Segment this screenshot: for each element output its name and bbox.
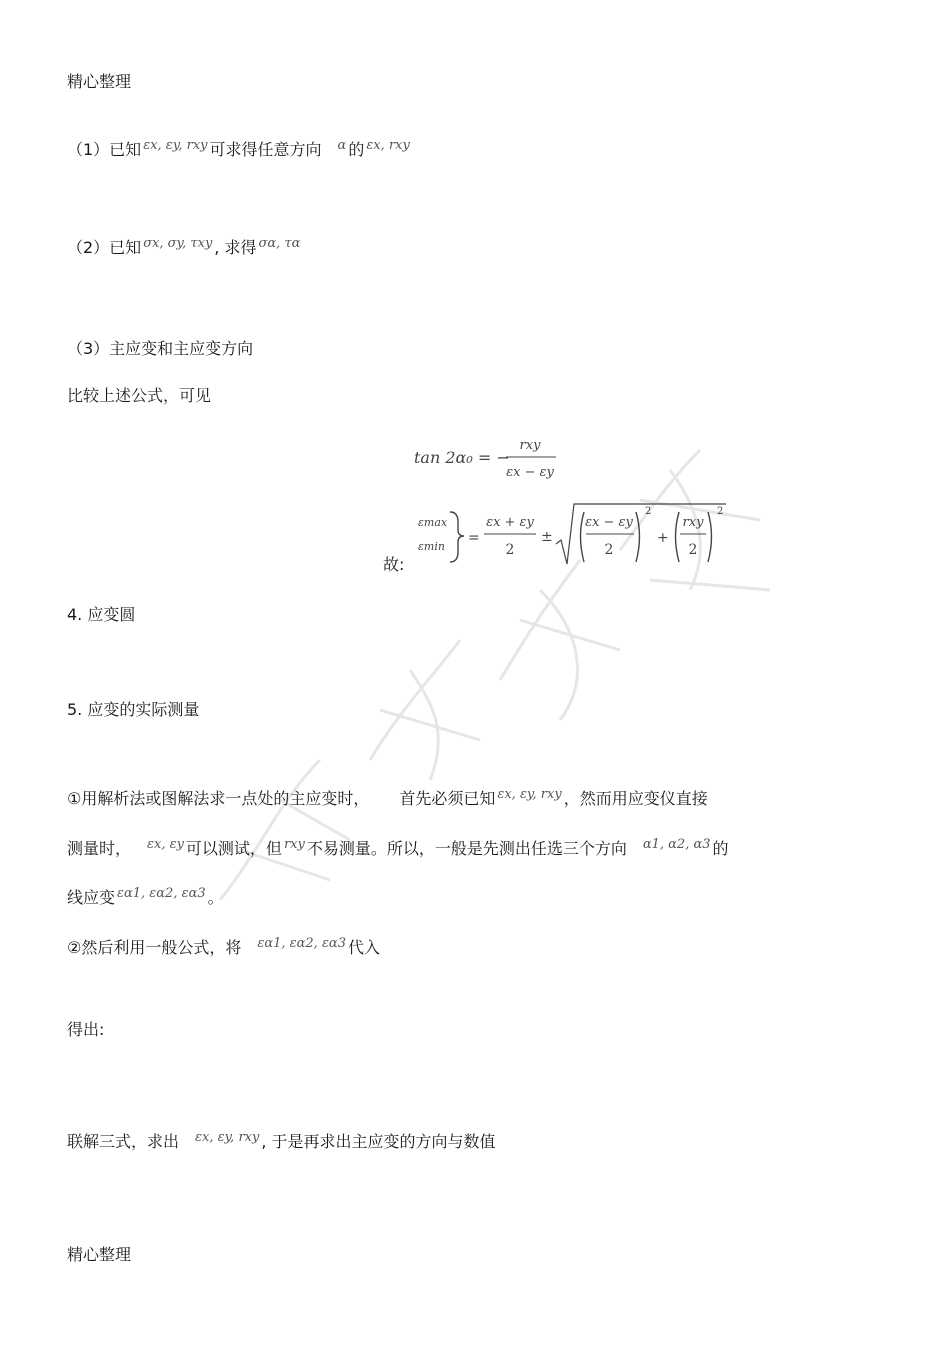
eq2-sq2: 2 — [717, 506, 724, 517]
eq2-pm: ± — [541, 529, 553, 545]
para-2-a: 测量时， — [67, 839, 132, 858]
item-1-vars: εx, εy, rxy — [143, 138, 208, 153]
item-1-of: 的 — [348, 140, 365, 159]
eq2-frac1-num: εx + εy — [486, 515, 534, 530]
eq2-sq1: 2 — [645, 506, 652, 517]
eq2-plus: + — [657, 530, 669, 546]
item-3 — [67, 339, 253, 359]
eq2-frac2-num: εx − εy — [585, 515, 633, 530]
page-footer — [67, 1245, 131, 1265]
eq2-frac3-den: 2 — [688, 542, 698, 558]
page-header — [67, 72, 131, 92]
item-1-angle: α — [337, 138, 347, 153]
item-3-text: （3）主应变和主应变方向 — [67, 339, 254, 358]
paragraph-3 — [67, 888, 224, 908]
item-1-middle: 可求得任意方向 — [209, 140, 322, 159]
paragraph-2 — [67, 839, 729, 859]
para-4-vars: εα1, εα2, εα3 — [257, 936, 346, 951]
para-2-vars1: εx, εy — [147, 837, 184, 852]
item-2-vars: σx, σy, τxy — [143, 236, 213, 251]
conclusion-b: , 于是再求出主应变的方向与数值 — [261, 1132, 496, 1151]
eq1-num: rxy — [519, 438, 541, 453]
conclusion-a: 联解三式，求出 — [67, 1132, 180, 1151]
para-2-d: 的 — [712, 839, 729, 858]
para-1-b: 首先必须已知 — [399, 789, 496, 808]
para-3-a: 线应变 — [67, 888, 116, 907]
para-2-var2: rxy — [283, 837, 305, 852]
eq2-equals: = — [468, 530, 480, 546]
paragraph-1 — [67, 789, 708, 809]
section-5 — [67, 700, 199, 720]
para-2-angles: α1, α2, α3 — [642, 837, 711, 852]
item-2-middle: , 求得 — [214, 238, 257, 257]
conclusion-vars: εx, εy, rxy — [195, 1130, 260, 1145]
derive-text: 得出: — [67, 1020, 105, 1039]
equation-principal-strain — [414, 500, 734, 574]
therefore-label — [383, 555, 404, 575]
para-4-b: 代入 — [347, 938, 380, 957]
paragraph-4 — [67, 938, 380, 958]
item-2-prefix: （2）已知 — [67, 238, 142, 257]
derive-line — [67, 1020, 104, 1040]
eq2-min: εmin — [418, 540, 445, 553]
eq2-frac1-den: 2 — [505, 542, 515, 558]
eq1-lhs: tan 2α₀ = − — [414, 448, 510, 467]
compare-text: 比较上述公式，可见 — [67, 386, 212, 405]
section-4-title: 4. 应变圆 — [67, 605, 136, 624]
eq2-frac2-den: 2 — [604, 542, 614, 558]
item-1-prefix: （1）已知 — [67, 140, 142, 159]
eq2-frac3-num: rxy — [682, 515, 704, 530]
equation-tan — [412, 432, 592, 492]
eq1-den: εx − εy — [506, 465, 554, 480]
conclusion-line — [67, 1132, 496, 1152]
footer-text: 精心整理 — [67, 1245, 132, 1264]
item-2-result: σα, τα — [258, 236, 301, 251]
section-5-title: 5. 应变的实际测量 — [67, 700, 200, 719]
para-2-b: 可以测试，但 — [185, 839, 282, 858]
eq2-max: εmax — [418, 516, 448, 529]
item-1 — [67, 140, 412, 160]
para-2-c: 不易测量。所以，一般是先测出任选三个方向 — [306, 839, 627, 858]
header-text: 精心整理 — [67, 72, 132, 91]
para-1-vars: εx, εy, rxy — [497, 787, 562, 802]
therefore-text: 故: — [383, 555, 405, 574]
compare-line — [67, 386, 211, 406]
para-1-c: ，然而用应变仪直接 — [563, 789, 708, 808]
item-1-result: εx, rxy — [366, 138, 410, 153]
para-3-b: 。 — [207, 888, 224, 907]
para-4-a: ②然后利用一般公式，将 — [67, 938, 242, 957]
item-2 — [67, 238, 302, 258]
para-1-a: ①用解析法或图解法求一点处的主应变时， — [67, 789, 370, 808]
para-3-vars: εα1, εα2, εα3 — [117, 886, 206, 901]
section-4 — [67, 605, 135, 625]
